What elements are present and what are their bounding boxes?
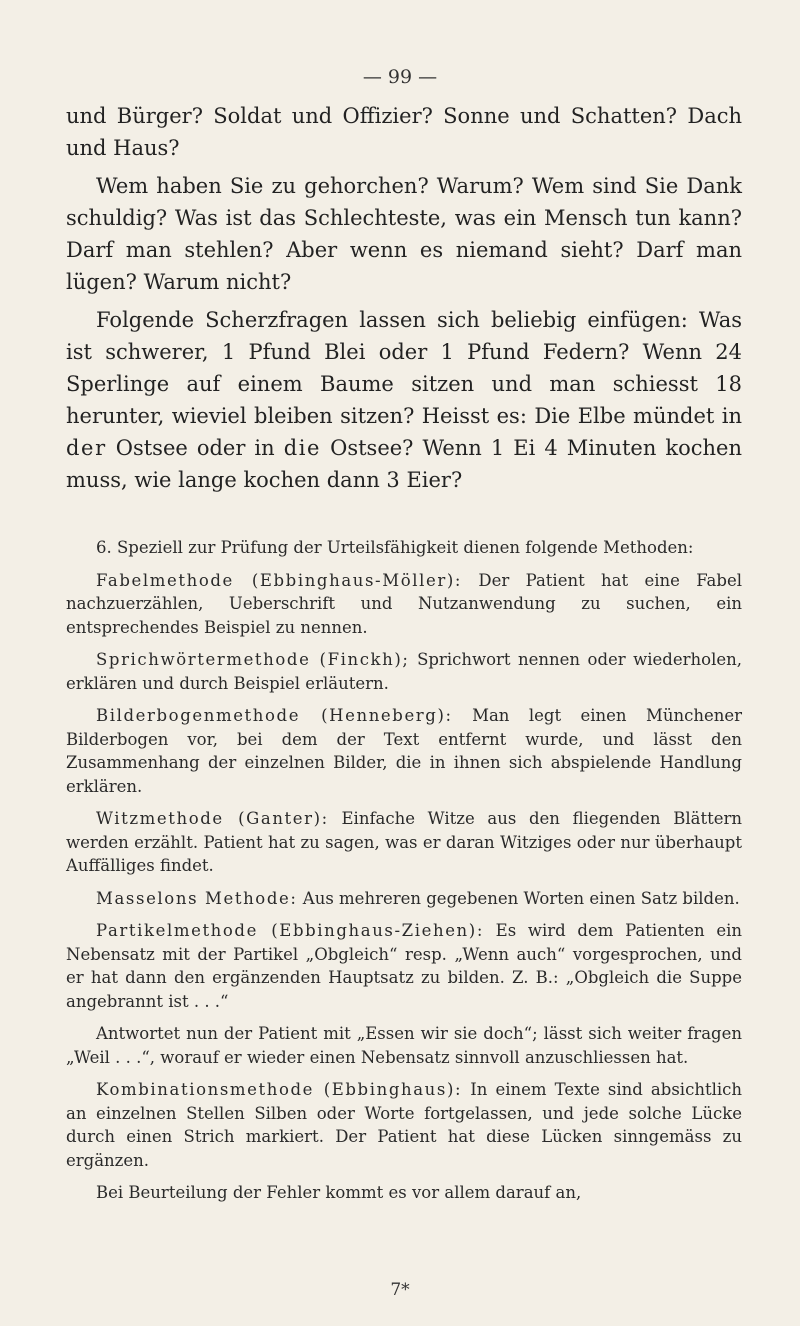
emphasis-die: die: [283, 436, 322, 460]
method-title: Sprichwörtermethode (Finckh);: [96, 650, 410, 669]
paragraph-kombinationsmethode: Kombinationsmethode (Ebbinghaus): In einem Texte sind absichtlich an einzelnen Stellen Silben oder Worte fortgelassen, und jede solche Lücke durch einen Strich markiert. Der Patient hat diese Lücken sinngemäss zu ergänzen.: [66, 1080, 742, 1170]
paragraph-antwortet: Antwortet nun der Patient mit „Essen wir sie doch“; lässt sich weiter fragen „Weil . . .“, worauf er wieder einen Nebensatz sinnvoll anzuschliessen hat.: [66, 1024, 742, 1067]
text-block-large: [66, 100, 742, 496]
paragraph-sprichwoertermethode: Sprichwörtermethode (Finckh); Sprichwort nennen oder wiederholen, erklären und durch Beispiel erläutern.: [66, 650, 742, 693]
method-title: Masselons Methode:: [96, 888, 298, 908]
emphasis-der: der: [66, 436, 107, 460]
text-block-small: [66, 536, 742, 1205]
method-title: Partikelmethode (Ebbinghaus-Ziehen):: [96, 921, 484, 940]
paragraph-fabelmethode: Fabelmethode (Ebbinghaus-Möller): Der Patient hat eine Fabel nachzuerzählen, Ueberschrift und Nutzanwendung zu suchen, ein entsprechendes Beispiel zu nennen.: [66, 570, 742, 637]
method-title: Bilderbogenmethode (Henneberg):: [96, 706, 453, 725]
signature-mark: 7*: [390, 1280, 410, 1300]
method-title: Kombinationsmethode (Ebbinghaus):: [96, 1080, 463, 1099]
paragraph-masselons-methode: Masselons Methode: Aus mehreren gegebenen Worten einen Satz bilden.: [96, 888, 740, 908]
method-title: Fabelmethode (Ebbinghaus-Möller):: [96, 570, 463, 590]
method-title: Witzmethode (Ganter):: [96, 809, 329, 828]
paragraph-partikelmethode: Partikelmethode (Ebbinghaus-Ziehen): Es wird dem Patienten ein Nebensatz mit der Partikel „Obgleich“ resp. „Wenn auch“ vorgesprochen, und er hat dann den ergänzenden Hauptsatz zu bilden. Z. B.: „Obgleich die Suppe angebrannt ist . . .“: [66, 921, 742, 1011]
paragraph-beurteilung: Bei Beurteilung der Fehler kommt es vor allem darauf an,: [96, 1183, 582, 1202]
paragraph-methods-intro: 6. Speziell zur Prüfung der Urteilsfähigkeit dienen folgende Methoden:: [96, 538, 694, 557]
paragraph-witzmethode: Witzmethode (Ganter): Einfache Witze aus den fliegenden Blättern werden erzählt. Patient hat zu sagen, was er daran Witziges oder nur überhaupt Auffälliges findet.: [66, 809, 742, 875]
paragraph-1: und Bürger? Soldat und Offizier? Sonne und Schatten? Dach und Haus?: [66, 104, 742, 160]
paragraph-bilderbogenmethode: Bilderbogenmethode (Henneberg): Man legt einen Münchener Bilderbogen vor, bei dem der Text entfernt wurde, und lässt den Zusammenhang der einzelnen Bilder, die in ihnen sich abspielende Handlung erklären.: [66, 706, 743, 796]
page-number: — 99 —: [362, 66, 438, 88]
paragraph-2: Wem haben Sie zu gehorchen? Warum? Wem sind Sie Dank schuldig? Was ist das Schlechteste, was ein Mensch tun kann? Darf man stehlen? Aber wenn es niemand sieht? Darf man lügen? Warum nicht?: [66, 174, 742, 294]
paragraph-3: Folgende Scherzfragen lassen sich beliebig einfügen: Was ist schwerer, 1 Pfund Blei oder 1 Pfund Federn? Wenn 24 Sperlinge auf einem Baume sitzen und man schiesst 18 herunter, wieviel bleiben sitzen? Heisst es: Die Elbe mündet in der Ostsee oder in die Ostsee? Wenn 1 Ei 4 Minuten kochen muss, wie lange kochen dann 3 Eier?: [66, 308, 743, 492]
